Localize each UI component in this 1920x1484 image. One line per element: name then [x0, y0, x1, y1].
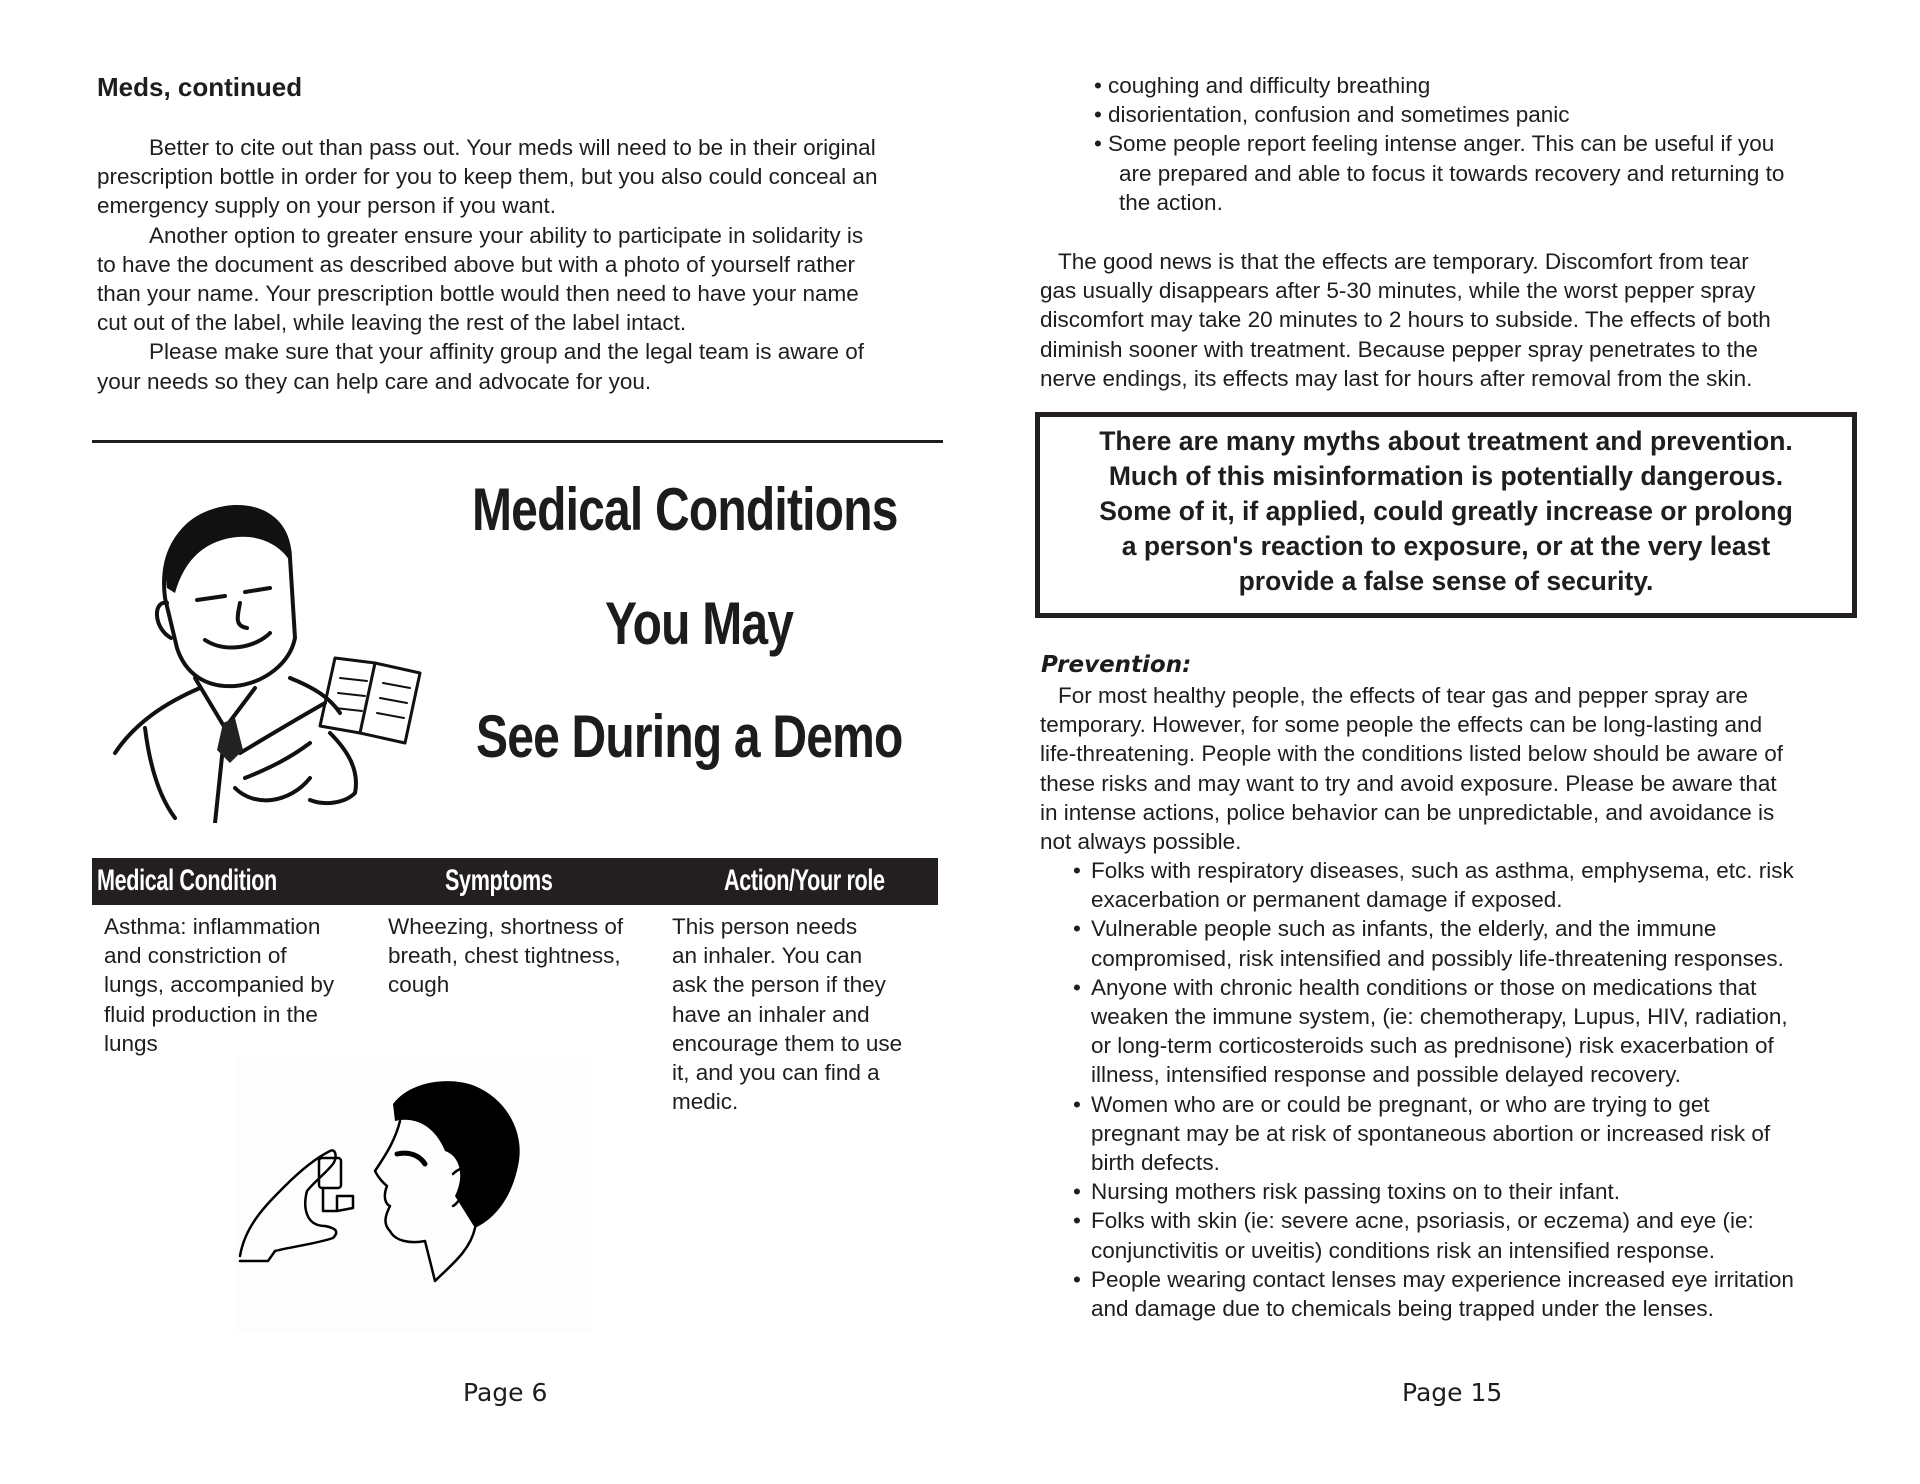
callout-line: There are many myths about treatment and prevention. — [1099, 426, 1793, 456]
bullet-line: Some people report feeling intense anger. This can be useful if you — [1108, 131, 1775, 157]
meds-paragraphs — [97, 133, 957, 396]
cell-line: it, and you can find a — [672, 1060, 880, 1086]
callout-line: Some of it, if applied, could greatly increase or prolong — [1099, 496, 1793, 526]
cell-line: This person needs — [672, 914, 858, 939]
bullet-line: Anyone with chronic health conditions or those on medications that — [1091, 974, 1757, 1000]
list-item — [1094, 129, 1784, 217]
cell-line: and constriction of — [104, 943, 287, 969]
list-item — [1073, 914, 1794, 972]
cell-line: ask the person if they — [672, 972, 886, 998]
bullet-line: disorientation, confusion and sometimes panic — [1108, 102, 1570, 128]
list-item — [1073, 973, 1794, 1090]
section-divider — [92, 440, 943, 443]
page-number: Page 15 — [1402, 1378, 1503, 1407]
bullet-line: People wearing contact lenses may experience increased eye irritation — [1091, 1266, 1794, 1292]
paragraph-line: discomfort may take 20 minutes to 2 hours to subside. The effects of both — [1040, 307, 1771, 333]
man-pointing-at-booklet-illustration — [105, 488, 450, 823]
paragraph-line: Better to cite out than pass out. Your meds will need to be in their original — [149, 135, 876, 160]
cell-line: have an inhaler and — [672, 1001, 870, 1027]
bullet-line: pregnant may be at risk of spontaneous abortion or increased risk of — [1091, 1120, 1771, 1146]
condition-cell — [104, 912, 334, 1058]
bullet-line: exacerbation or permanent damage if exposed. — [1091, 887, 1563, 913]
page-number: Page 6 — [463, 1378, 548, 1407]
bullet-line: Women who are or could be pregnant, or who are trying to get — [1091, 1091, 1710, 1117]
list-item — [1073, 856, 1794, 914]
paragraph-line: not always possible. — [1040, 829, 1242, 855]
cell-line: cough — [388, 972, 450, 998]
paragraph-line: in intense actions, police behavior can be unpredictable, and avoidance is — [1040, 799, 1775, 825]
poster-title-line-3: See During a Demo — [476, 703, 903, 770]
prevention-intro — [1040, 681, 1783, 856]
paragraph-line: your needs so they can help care and advocate for you. — [97, 368, 652, 394]
paragraph-line: than your name. Your prescription bottle would then need to have your name — [97, 281, 859, 307]
action-cell — [672, 912, 902, 1116]
list-item — [1094, 71, 1784, 100]
paragraph-line: temporary. However, for some people the effects can be long-lasting and — [1040, 712, 1763, 738]
callout-line: Much of this misinformation is potentially dangerous. — [1108, 461, 1784, 491]
bullet-line: or long-term corticosteroids such as prednisone) risk exacerbation of — [1091, 1033, 1774, 1059]
paragraph-line: nerve endings, its effects may last for hours after removal from the skin. — [1040, 365, 1753, 391]
cell-line: fluid production in the — [104, 1001, 318, 1027]
list-item — [1073, 1265, 1794, 1323]
myths-callout-box — [1035, 412, 1857, 618]
list-item — [1073, 1177, 1794, 1206]
section-heading: Meds, continued — [97, 72, 303, 102]
paragraph-line: diminish sooner with treatment. Because pepper spray penetrates to the — [1040, 336, 1758, 362]
bullet-icon: • — [1073, 1179, 1081, 1205]
bullet-line: coughing and difficulty breathing — [1108, 73, 1431, 98]
bullet-line: Folks with skin (ie: severe acne, psoriasis, or eczema) and eye (ie: — [1091, 1208, 1754, 1234]
man-using-inhaler-illustration — [235, 1056, 592, 1333]
prevention-heading: Prevention: — [1041, 652, 1192, 678]
cell-line: lungs, accompanied by — [104, 972, 335, 998]
paragraph-line: cut out of the label, while leaving the rest of the label intact. — [97, 310, 687, 336]
list-item — [1073, 1090, 1794, 1178]
paragraph-line: life-threatening. People with the conditions listed below should be aware of — [1040, 741, 1783, 767]
at-risk-bullet-list — [1073, 856, 1794, 1323]
column-header-symptoms: Symptoms — [445, 864, 553, 897]
cell-line: lungs — [104, 1030, 158, 1056]
symptoms-cell — [388, 912, 623, 1000]
column-header-action: Action/Your role — [724, 864, 885, 897]
paragraph-line: gas usually disappears after 5-30 minutes, while the worst pepper spray — [1040, 278, 1756, 304]
bullet-line: are prepared and able to focus it towards recovery and returning to — [1119, 160, 1785, 186]
cell-line: medic. — [672, 1089, 739, 1115]
paragraph-line: emergency supply on your person if you want. — [97, 193, 556, 219]
cell-line: Wheezing, shortness of — [388, 914, 624, 939]
paragraph-line: Please make sure that your affinity group and the legal team is aware of — [149, 339, 864, 365]
column-header-condition: Medical Condition — [97, 864, 277, 897]
poster-title-line-2: You May — [605, 590, 794, 657]
cell-line: breath, chest tightness, — [388, 943, 621, 969]
bullet-line: the action. — [1119, 189, 1223, 215]
symptom-bullet-list — [1094, 71, 1784, 217]
bullet-line: weaken the immune system, (ie: chemotherapy, Lupus, HIV, radiation, — [1091, 1004, 1788, 1030]
callout-line: a person's reaction to exposure, or at the very least — [1121, 531, 1771, 561]
bullet-line: birth defects. — [1091, 1150, 1220, 1176]
bullet-icon: • — [1073, 1091, 1081, 1117]
bullet-line: illness, intensified response and possible delayed recovery. — [1091, 1062, 1681, 1088]
bullet-icon: • — [1094, 131, 1102, 157]
poster-title-line-1: Medical Conditions — [472, 476, 898, 543]
paragraph-line: prescription bottle in order for you to keep them, but you also could conceal an — [97, 164, 878, 190]
good-news-paragraph — [1040, 247, 1771, 393]
bullet-icon: • — [1073, 1266, 1081, 1292]
paragraph-line: these risks and may want to try and avoid exposure. Please be aware that — [1040, 770, 1777, 796]
paragraph-line: to have the document as described above but with a photo of yourself rather — [97, 251, 855, 277]
bullet-icon: • — [1073, 974, 1081, 1000]
bullet-line: and damage due to chemicals being trapped under the lenses. — [1091, 1296, 1714, 1322]
conditions-table-header — [92, 858, 938, 905]
paragraph-line: The good news is that the effects are temporary. Discomfort from tear — [1058, 249, 1749, 274]
cell-line: encourage them to use — [672, 1030, 903, 1056]
bullet-line: Folks with respiratory diseases, such as asthma, emphysema, etc. risk — [1091, 858, 1794, 883]
bullet-line: Nursing mothers risk passing toxins on to their infant. — [1091, 1179, 1620, 1205]
bullet-icon: • — [1073, 916, 1081, 942]
paragraph-line: Another option to greater ensure your ability to participate in solidarity is — [149, 222, 864, 248]
bullet-icon: • — [1094, 102, 1102, 128]
bullet-line: conjunctivitis or uveitis) conditions risk an intensified response. — [1091, 1237, 1716, 1263]
paragraph-line: For most healthy people, the effects of tear gas and pepper spray are — [1058, 683, 1748, 708]
bullet-line: compromised, risk intensified and possibly life-threatening responses. — [1091, 945, 1784, 971]
cell-line: an inhaler. You can — [672, 943, 863, 969]
list-item — [1073, 1206, 1794, 1264]
cell-line: Asthma: inflammation — [104, 914, 321, 939]
bullet-line: Vulnerable people such as infants, the elderly, and the immune — [1091, 916, 1717, 942]
callout-line: provide a false sense of security. — [1238, 566, 1654, 596]
list-item — [1094, 100, 1784, 129]
bullet-icon: • — [1094, 73, 1102, 98]
bullet-icon: • — [1073, 1208, 1081, 1234]
bullet-icon: • — [1073, 858, 1081, 883]
